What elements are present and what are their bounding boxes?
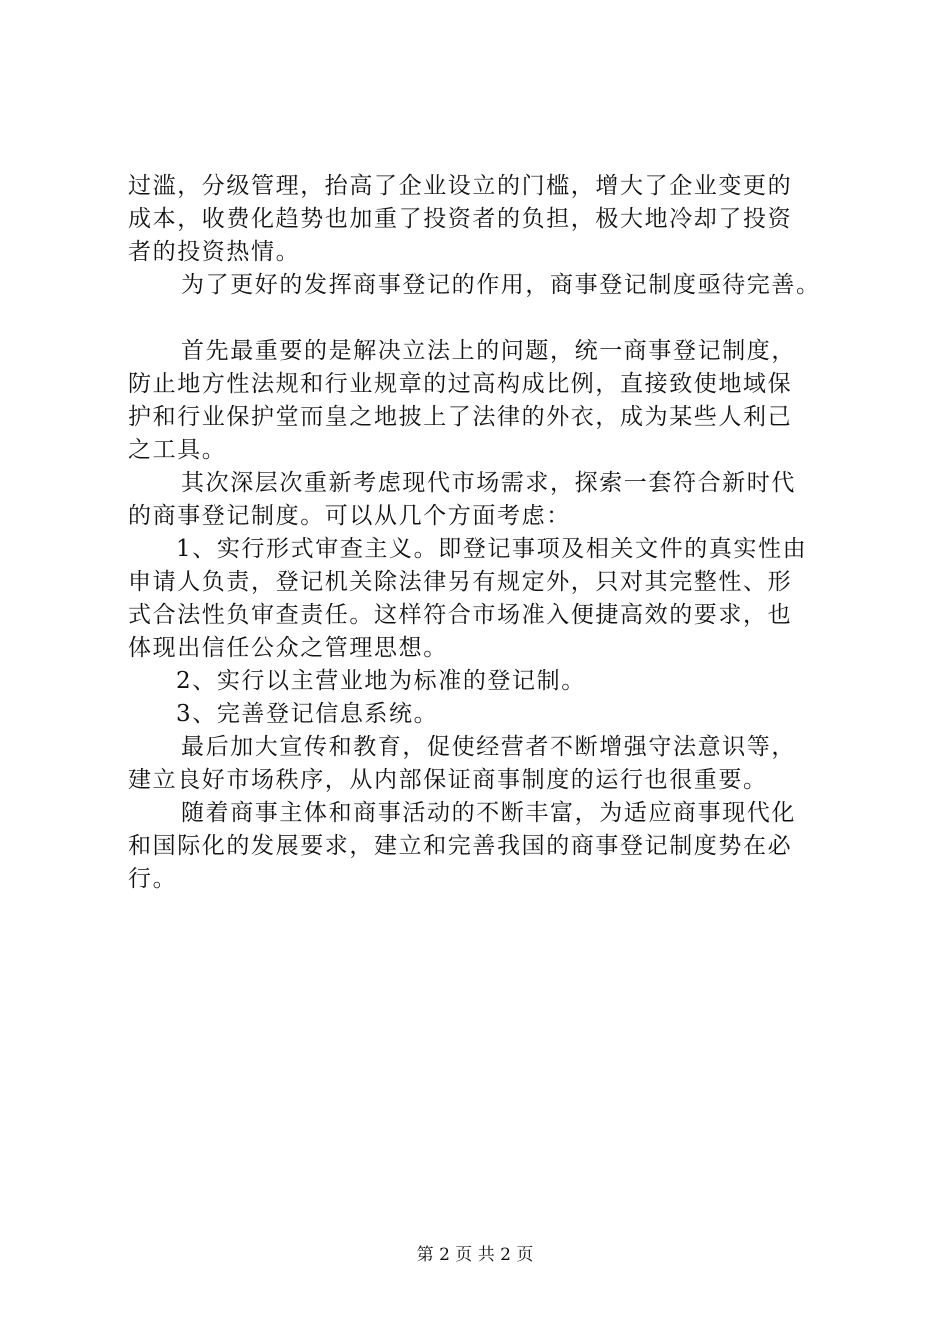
paragraph-line: 随着商事主体和商事活动的不断丰富，为适应商事现代化 [181,800,796,826]
paragraph-line: 最后加大宣传和教育，促使经营者不断增强守法意识等， [181,734,796,760]
paragraph-line: 护和行业保护堂而皇之地披上了法律的外衣，成为某些人利己 [128,404,793,430]
list-item-line: 3、完善登记信息系统。 [176,701,439,727]
document-body [128,170,840,896]
paragraph-line: 之工具。 [128,437,227,463]
paragraph-gap [128,302,840,335]
paragraph-line: 的商事登记制度。可以从几个方面考虑： [128,503,571,529]
paragraph-line: 行。 [128,866,178,892]
paragraph-line: 申请人负责，登记机关除法律另有规定外，只对其完整性、形 [128,569,793,595]
paragraph-line: 建立良好市场秩序，从内部保证商事制度的运行也很重要。 [128,767,768,793]
list-item-line: 2、实行以主营业地为标准的登记制。 [176,668,586,694]
page-number-footer: 第 2 页 共 2 页 [416,1245,534,1265]
paragraph-line: 和国际化的发展要求，建立和完善我国的商事登记制度势在必 [128,833,793,859]
paragraph-line: 为了更好的发挥商事登记的作用，商事登记制度亟待完善。 [181,272,821,298]
paragraph-line: 式合法性负审查责任。这样符合市场准入便捷高效的要求，也 [128,602,793,628]
list-item-line: 1、实行形式审查主义。即登记事项及相关文件的真实性由 [176,536,808,562]
paragraph-line: 首先最重要的是解决立法上的问题，统一商事登记制度， [181,338,796,364]
paragraph-line: 体现出信任公众之管理思想。 [128,635,448,661]
paragraph-line: 成本，收费化趋势也加重了投资者的负担，极大地冷却了投资 [128,206,793,232]
paragraph-line: 过滥，分级管理，抬高了企业设立的门槛，增大了企业变更的 [128,173,793,199]
paragraph-line: 者的投资热情。 [128,239,301,265]
paragraph-line: 其次深层次重新考虑现代市场需求，探索一套符合新时代 [181,470,796,496]
paragraph-line: 防止地方性法规和行业规章的过高构成比例，直接致使地域保 [128,371,793,397]
